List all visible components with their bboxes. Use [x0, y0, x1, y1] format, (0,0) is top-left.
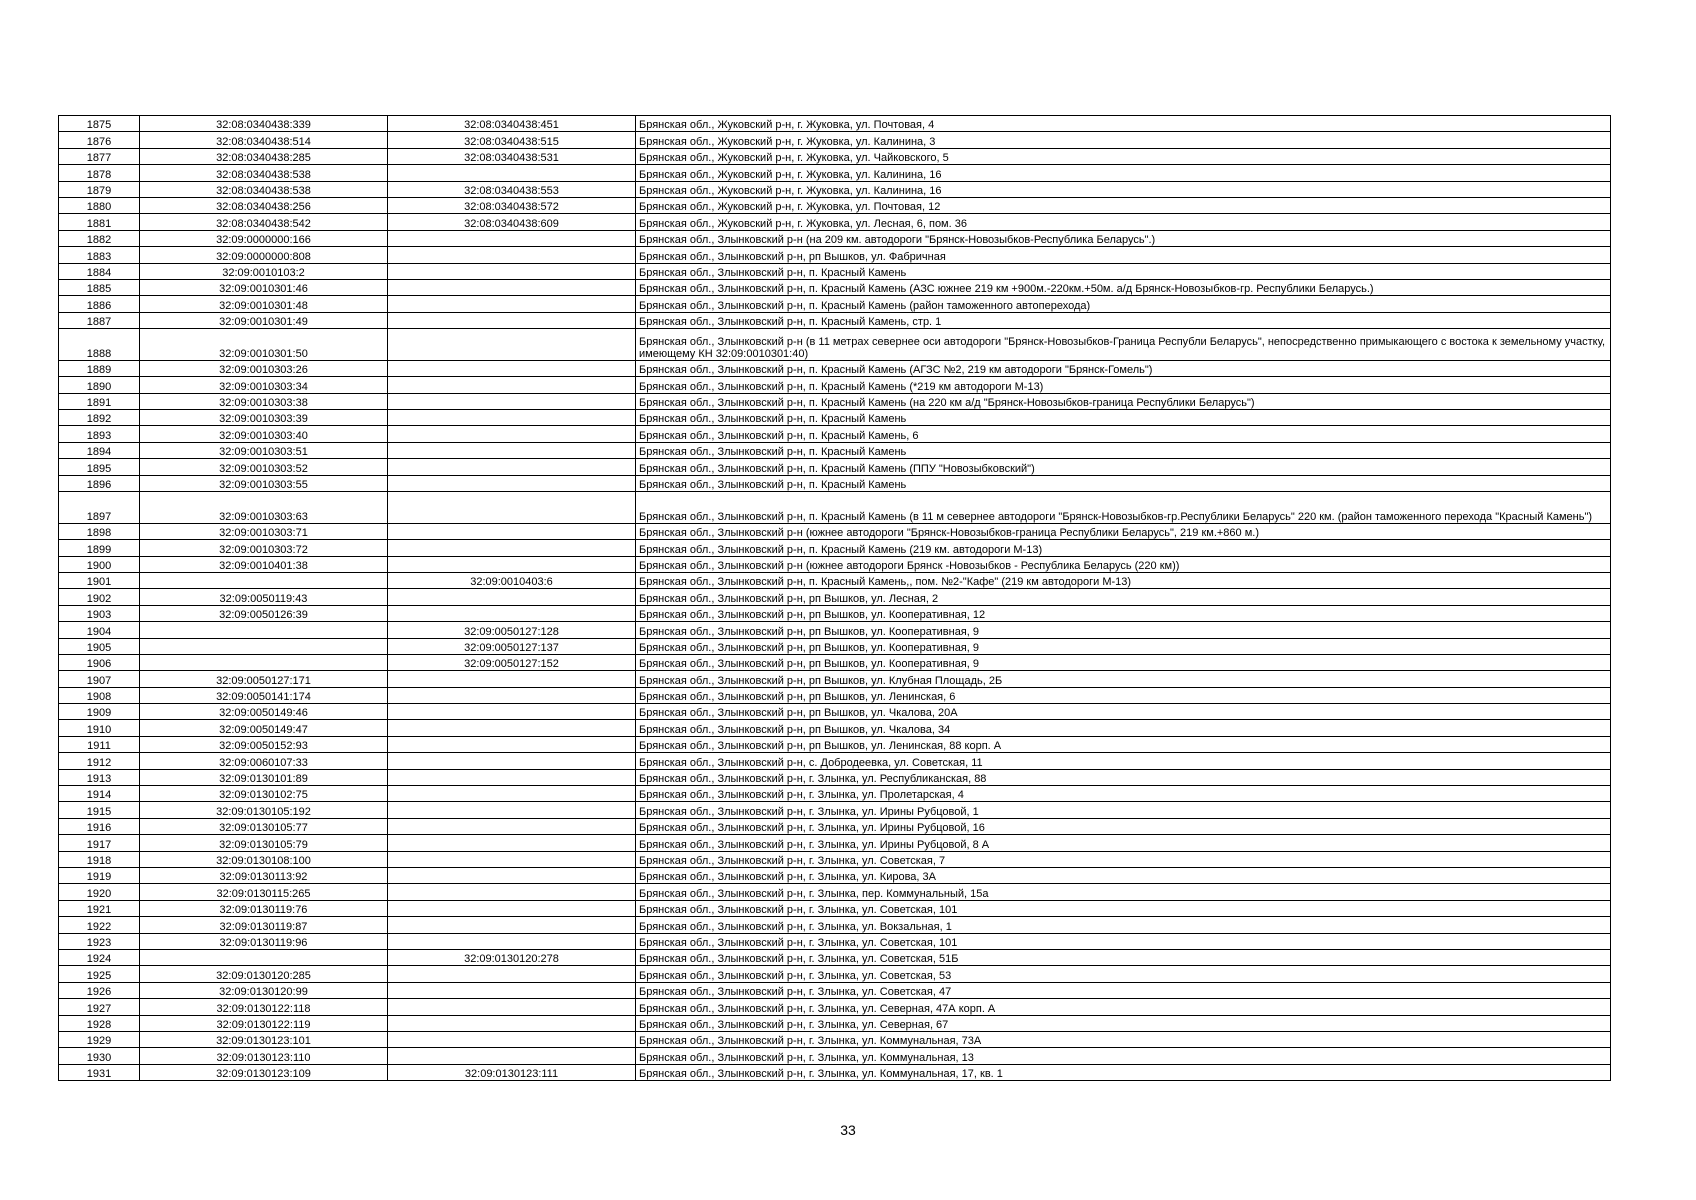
row-number-cell: 1902	[59, 589, 140, 605]
room-cadastral-number-cell	[388, 230, 636, 246]
table-row	[59, 247, 1611, 263]
cadastral-number-cell: 32:09:0130123:110	[140, 1048, 388, 1064]
table-row	[59, 933, 1611, 949]
table-row	[59, 132, 1611, 148]
cadastral-number-cell: 32:09:0050149:47	[140, 720, 388, 736]
row-number-cell: 1885	[59, 279, 140, 295]
address-cell: Брянская обл., Злынковский р-н, п. Красный Камень	[636, 475, 1611, 491]
room-cadastral-number-cell	[388, 329, 636, 361]
table-row	[59, 900, 1611, 916]
cadastral-number-cell: 32:09:0130101:89	[140, 769, 388, 785]
cadastral-number-cell: 32:09:0130105:79	[140, 835, 388, 851]
row-number-cell: 1883	[59, 247, 140, 263]
row-number-cell: 1910	[59, 720, 140, 736]
cadastral-number-cell: 32:09:0130122:118	[140, 999, 388, 1015]
room-cadastral-number-cell	[388, 818, 636, 834]
cadastral-number-cell: 32:08:0340438:538	[140, 165, 388, 181]
cadastral-number-cell: 32:09:0130120:285	[140, 966, 388, 982]
cadastral-number-cell: 32:09:0000000:166	[140, 230, 388, 246]
cadastral-number-cell	[140, 572, 388, 588]
room-cadastral-number-cell: 32:09:0130120:278	[388, 949, 636, 965]
table-row	[59, 181, 1611, 197]
registry-table-body	[59, 116, 1611, 1081]
address-cell: Брянская обл., Злынковский р-н, г. Злынка, ул. Кирова, 3А	[636, 868, 1611, 884]
room-cadastral-number-cell	[388, 296, 636, 312]
table-row	[59, 720, 1611, 736]
address-cell: Брянская обл., Злынковский р-н, г. Злынка, ул. Пролетарская, 4	[636, 786, 1611, 802]
cadastral-number-cell: 32:09:0010303:55	[140, 475, 388, 491]
table-row	[59, 410, 1611, 426]
room-cadastral-number-cell: 32:08:0340438:451	[388, 116, 636, 132]
room-cadastral-number-cell: 32:09:0010403:6	[388, 572, 636, 588]
row-number-cell: 1930	[59, 1048, 140, 1064]
room-cadastral-number-cell	[388, 753, 636, 769]
row-number-cell: 1911	[59, 736, 140, 752]
address-cell: Брянская обл., Злынковский р-н, п. Красный Камень (АГЗС №2, 219 км автодороги "Брянск-Гомель")	[636, 360, 1611, 376]
table-row	[59, 589, 1611, 605]
address-cell: Брянская обл., Злынковский р-н, п. Красный Камень (район таможенного автоперехода)	[636, 296, 1611, 312]
cadastral-number-cell: 32:09:0050119:43	[140, 589, 388, 605]
table-row	[59, 1031, 1611, 1047]
table-row	[59, 197, 1611, 213]
address-cell: Брянская обл., Злынковский р-н, г. Злынка, ул. Советская, 47	[636, 982, 1611, 998]
table-row	[59, 851, 1611, 867]
cadastral-number-cell: 32:09:0130119:76	[140, 900, 388, 916]
room-cadastral-number-cell	[388, 769, 636, 785]
table-row	[59, 148, 1611, 164]
table-row	[59, 572, 1611, 588]
table-row	[59, 296, 1611, 312]
address-cell: Брянская обл., Жуковский р-н, г. Жуковка, ул. Калинина, 16	[636, 181, 1611, 197]
room-cadastral-number-cell	[388, 851, 636, 867]
table-row	[59, 1015, 1611, 1031]
address-cell: Брянская обл., Злынковский р-н, п. Красный Камень	[636, 442, 1611, 458]
table-row	[59, 360, 1611, 376]
address-cell: Брянская обл., Злынковский р-н, г. Злынка, пер. Коммунальный, 15а	[636, 884, 1611, 900]
room-cadastral-number-cell	[388, 589, 636, 605]
table-row	[59, 523, 1611, 539]
row-number-cell: 1900	[59, 556, 140, 572]
row-number-cell: 1887	[59, 312, 140, 328]
cadastral-number-cell: 32:09:0130105:77	[140, 818, 388, 834]
row-number-cell: 1906	[59, 654, 140, 670]
cadastral-number-cell: 32:08:0340438:538	[140, 181, 388, 197]
cadastral-number-cell	[140, 622, 388, 638]
row-number-cell: 1924	[59, 949, 140, 965]
row-number-cell: 1913	[59, 769, 140, 785]
table-row	[59, 1048, 1611, 1064]
address-cell: Брянская обл., Злынковский р-н, п. Красный Камень (ППУ "Новозыбковский")	[636, 459, 1611, 475]
address-cell: Брянская обл., Злынковский р-н, г. Злынка, ул. Северная, 47А корп. А	[636, 999, 1611, 1015]
table-row	[59, 312, 1611, 328]
row-number-cell: 1904	[59, 622, 140, 638]
room-cadastral-number-cell	[388, 671, 636, 687]
table-row	[59, 605, 1611, 621]
cadastral-number-cell: 32:09:0000000:808	[140, 247, 388, 263]
address-cell: Брянская обл., Злынковский р-н, рп Вышков, ул. Кооперативная, 9	[636, 654, 1611, 670]
cadastral-number-cell: 32:09:0010303:63	[140, 492, 388, 524]
table-row	[59, 214, 1611, 230]
room-cadastral-number-cell	[388, 393, 636, 409]
room-cadastral-number-cell	[388, 982, 636, 998]
table-row	[59, 492, 1611, 524]
table-row	[59, 753, 1611, 769]
address-cell: Брянская обл., Злынковский р-н, рп Вышков, ул. Кооперативная, 12	[636, 605, 1611, 621]
table-row	[59, 475, 1611, 491]
cadastral-number-cell: 32:09:0010103:2	[140, 263, 388, 279]
cadastral-number-cell: 32:08:0340438:285	[140, 148, 388, 164]
table-row	[59, 329, 1611, 361]
address-cell: Брянская обл., Злынковский р-н, п. Красный Камень, 6	[636, 426, 1611, 442]
address-cell: Брянская обл., Злынковский р-н, г. Злынка, ул. Ирины Рубцовой, 1	[636, 802, 1611, 818]
cadastral-number-cell	[140, 654, 388, 670]
room-cadastral-number-cell	[388, 933, 636, 949]
cadastral-number-cell: 32:09:0010303:40	[140, 426, 388, 442]
row-number-cell: 1931	[59, 1064, 140, 1080]
cadastral-number-cell: 32:09:0010303:71	[140, 523, 388, 539]
row-number-cell: 1898	[59, 523, 140, 539]
address-cell: Брянская обл., Злынковский р-н, п. Красный Камень,, пом. №2-"Кафе" (219 км автодороги М-13)	[636, 572, 1611, 588]
cadastral-number-cell: 32:09:0130119:96	[140, 933, 388, 949]
row-number-cell: 1890	[59, 377, 140, 393]
room-cadastral-number-cell: 32:09:0050127:128	[388, 622, 636, 638]
cadastral-number-cell: 32:08:0340438:514	[140, 132, 388, 148]
address-cell: Брянская обл., Злынковский р-н, п. Красный Камень (*219 км автодороги М-13)	[636, 377, 1611, 393]
row-number-cell: 1878	[59, 165, 140, 181]
row-number-cell: 1916	[59, 818, 140, 834]
address-cell: Брянская обл., Злынковский р-н, рп Вышков, ул. Ленинская, 6	[636, 687, 1611, 703]
room-cadastral-number-cell	[388, 312, 636, 328]
table-row	[59, 982, 1611, 998]
room-cadastral-number-cell	[388, 459, 636, 475]
room-cadastral-number-cell	[388, 917, 636, 933]
room-cadastral-number-cell	[388, 720, 636, 736]
row-number-cell: 1899	[59, 540, 140, 556]
address-cell: Брянская обл., Злынковский р-н, г. Злынка, ул. Советская, 51Б	[636, 949, 1611, 965]
table-row	[59, 1064, 1611, 1080]
cadastral-number-cell: 32:09:0010301:50	[140, 329, 388, 361]
room-cadastral-number-cell	[388, 247, 636, 263]
cadastral-number-cell: 32:08:0340438:542	[140, 214, 388, 230]
room-cadastral-number-cell	[388, 1015, 636, 1031]
row-number-cell: 1927	[59, 999, 140, 1015]
address-cell: Брянская обл., Злынковский р-н, г. Злынка, ул. Советская, 101	[636, 900, 1611, 916]
cadastral-number-cell: 32:09:0050149:46	[140, 704, 388, 720]
table-row	[59, 868, 1611, 884]
address-cell: Брянская обл., Жуковский р-н, г. Жуковка, ул. Лесная, 6, пом. 36	[636, 214, 1611, 230]
table-row	[59, 556, 1611, 572]
row-number-cell: 1882	[59, 230, 140, 246]
room-cadastral-number-cell	[388, 966, 636, 982]
room-cadastral-number-cell	[388, 263, 636, 279]
table-row	[59, 736, 1611, 752]
table-row	[59, 671, 1611, 687]
address-cell: Брянская обл., Злынковский р-н, рп Вышков, ул. Ленинская, 88 корп. А	[636, 736, 1611, 752]
row-number-cell: 1875	[59, 116, 140, 132]
address-cell: Брянская обл., Жуковский р-н, г. Жуковка, ул. Калинина, 3	[636, 132, 1611, 148]
room-cadastral-number-cell	[388, 475, 636, 491]
address-cell: Брянская обл., Злынковский р-н, г. Злынка, ул. Коммунальная, 13	[636, 1048, 1611, 1064]
table-row	[59, 654, 1611, 670]
row-number-cell: 1879	[59, 181, 140, 197]
address-cell: Брянская обл., Злынковский р-н, г. Злынка, ул. Советская, 7	[636, 851, 1611, 867]
row-number-cell: 1914	[59, 786, 140, 802]
row-number-cell: 1929	[59, 1031, 140, 1047]
table-row	[59, 377, 1611, 393]
row-number-cell: 1903	[59, 605, 140, 621]
address-cell: Брянская обл., Злынковский р-н, г. Злынка, ул. Республиканская, 88	[636, 769, 1611, 785]
row-number-cell: 1897	[59, 492, 140, 524]
row-number-cell: 1915	[59, 802, 140, 818]
row-number-cell: 1893	[59, 426, 140, 442]
room-cadastral-number-cell: 32:09:0130123:111	[388, 1064, 636, 1080]
cadastral-number-cell: 32:09:0130102:75	[140, 786, 388, 802]
table-row	[59, 802, 1611, 818]
row-number-cell: 1895	[59, 459, 140, 475]
cadastral-number-cell: 32:09:0130113:92	[140, 868, 388, 884]
table-row	[59, 165, 1611, 181]
address-cell: Брянская обл., Злынковский р-н, п. Красный Камень	[636, 263, 1611, 279]
row-number-cell: 1905	[59, 638, 140, 654]
row-number-cell: 1923	[59, 933, 140, 949]
table-row	[59, 459, 1611, 475]
address-cell: Брянская обл., Злынковский р-н, г. Злынка, ул. Коммунальная, 17, кв. 1	[636, 1064, 1611, 1080]
row-number-cell: 1917	[59, 835, 140, 851]
room-cadastral-number-cell	[388, 523, 636, 539]
cadastral-number-cell: 32:08:0340438:339	[140, 116, 388, 132]
address-cell: Брянская обл., Злынковский р-н, рп Вышков, ул. Чкалова, 34	[636, 720, 1611, 736]
address-cell: Брянская обл., Злынковский р-н, п. Красный Камень (на 220 км а/д "Брянск-Новозыбков-граница Республики Беларусь")	[636, 393, 1611, 409]
row-number-cell: 1909	[59, 704, 140, 720]
address-cell: Брянская обл., Злынковский р-н (южнее автодороги Брянск -Новозыбков - Республика Беларусь (220 км))	[636, 556, 1611, 572]
row-number-cell: 1922	[59, 917, 140, 933]
room-cadastral-number-cell	[388, 1048, 636, 1064]
address-cell: Брянская обл., Злынковский р-н, г. Злынка, ул. Вокзальная, 1	[636, 917, 1611, 933]
room-cadastral-number-cell	[388, 687, 636, 703]
room-cadastral-number-cell	[388, 736, 636, 752]
row-number-cell: 1908	[59, 687, 140, 703]
row-number-cell: 1891	[59, 393, 140, 409]
cadastral-number-cell: 32:09:0060107:33	[140, 753, 388, 769]
room-cadastral-number-cell	[388, 377, 636, 393]
address-cell: Брянская обл., Злынковский р-н, рп Вышков, ул. Клубная Площадь, 2Б	[636, 671, 1611, 687]
table-row	[59, 769, 1611, 785]
address-cell: Брянская обл., Злынковский р-н (в 11 метрах севернее оси автодороги "Брянск-Новозыбков-Граница Республи Беларусь", непосредственно примыкающего с востока к земельному участку, имеющему КН 32:09:0010301:40)	[636, 329, 1611, 361]
room-cadastral-number-cell	[388, 999, 636, 1015]
cadastral-number-cell: 32:09:0130123:109	[140, 1064, 388, 1080]
address-cell: Брянская обл., Злынковский р-н, п. Красный Камень, стр. 1	[636, 312, 1611, 328]
page-number: 33	[840, 1122, 856, 1138]
address-cell: Брянская обл., Жуковский р-н, г. Жуковка, ул. Почтовая, 12	[636, 197, 1611, 213]
room-cadastral-number-cell: 32:08:0340438:531	[388, 148, 636, 164]
address-cell: Брянская обл., Жуковский р-н, г. Жуковка, ул. Почтовая, 4	[636, 116, 1611, 132]
table-row	[59, 622, 1611, 638]
address-cell: Брянская обл., Злынковский р-н, рп Вышков, ул. Чкалова, 20А	[636, 704, 1611, 720]
cadastral-number-cell: 32:09:0010303:52	[140, 459, 388, 475]
row-number-cell: 1877	[59, 148, 140, 164]
row-number-cell: 1926	[59, 982, 140, 998]
table-row	[59, 786, 1611, 802]
cadastral-number-cell: 32:09:0010401:38	[140, 556, 388, 572]
row-number-cell: 1907	[59, 671, 140, 687]
cadastral-number-cell: 32:09:0010301:46	[140, 279, 388, 295]
table-row	[59, 917, 1611, 933]
row-number-cell: 1889	[59, 360, 140, 376]
room-cadastral-number-cell: 32:08:0340438:572	[388, 197, 636, 213]
cadastral-number-cell: 32:09:0130120:99	[140, 982, 388, 998]
room-cadastral-number-cell	[388, 605, 636, 621]
room-cadastral-number-cell	[388, 704, 636, 720]
cadastral-number-cell: 32:09:0130123:101	[140, 1031, 388, 1047]
row-number-cell: 1919	[59, 868, 140, 884]
address-cell: Брянская обл., Злынковский р-н, рп Вышков, ул. Кооперативная, 9	[636, 638, 1611, 654]
room-cadastral-number-cell	[388, 1031, 636, 1047]
cadastral-number-cell: 32:09:0010301:49	[140, 312, 388, 328]
cadastral-number-cell: 32:09:0130115:265	[140, 884, 388, 900]
table-row	[59, 442, 1611, 458]
row-number-cell: 1925	[59, 966, 140, 982]
room-cadastral-number-cell: 32:08:0340438:609	[388, 214, 636, 230]
table-row	[59, 638, 1611, 654]
table-row	[59, 949, 1611, 965]
row-number-cell: 1928	[59, 1015, 140, 1031]
cadastral-number-cell: 32:09:0130119:87	[140, 917, 388, 933]
room-cadastral-number-cell: 32:09:0050127:137	[388, 638, 636, 654]
cadastral-number-cell: 32:09:0130122:119	[140, 1015, 388, 1031]
row-number-cell: 1912	[59, 753, 140, 769]
address-cell: Брянская обл., Злынковский р-н, с. Добродеевка, ул. Советская, 11	[636, 753, 1611, 769]
cadastral-number-cell: 32:09:0130108:100	[140, 851, 388, 867]
table-row	[59, 835, 1611, 851]
address-cell: Брянская обл., Злынковский р-н, п. Красный Камень	[636, 410, 1611, 426]
table-row	[59, 116, 1611, 132]
table-row	[59, 999, 1611, 1015]
row-number-cell: 1920	[59, 884, 140, 900]
row-number-cell: 1894	[59, 442, 140, 458]
address-cell: Брянская обл., Жуковский р-н, г. Жуковка, ул. Калинина, 16	[636, 165, 1611, 181]
room-cadastral-number-cell	[388, 868, 636, 884]
cadastral-number-cell: 32:09:0010303:39	[140, 410, 388, 426]
address-cell: Брянская обл., Злынковский р-н, г. Злынка, ул. Ирины Рубцовой, 8 А	[636, 835, 1611, 851]
table-row	[59, 426, 1611, 442]
room-cadastral-number-cell: 32:09:0050127:152	[388, 654, 636, 670]
room-cadastral-number-cell	[388, 835, 636, 851]
room-cadastral-number-cell	[388, 786, 636, 802]
room-cadastral-number-cell	[388, 900, 636, 916]
address-cell: Брянская обл., Злынковский р-н, рп Вышков, ул. Лесная, 2	[636, 589, 1611, 605]
row-number-cell: 1921	[59, 900, 140, 916]
row-number-cell: 1880	[59, 197, 140, 213]
cadastral-number-cell: 32:09:0050141:174	[140, 687, 388, 703]
room-cadastral-number-cell	[388, 426, 636, 442]
room-cadastral-number-cell	[388, 442, 636, 458]
table-row	[59, 704, 1611, 720]
cadastral-number-cell: 32:09:0050152:93	[140, 736, 388, 752]
cadastral-number-cell: 32:09:0010303:51	[140, 442, 388, 458]
room-cadastral-number-cell	[388, 410, 636, 426]
room-cadastral-number-cell	[388, 802, 636, 818]
cadastral-number-cell: 32:09:0130105:192	[140, 802, 388, 818]
row-number-cell: 1888	[59, 329, 140, 361]
room-cadastral-number-cell: 32:08:0340438:515	[388, 132, 636, 148]
address-cell: Брянская обл., Злынковский р-н, г. Злынка, ул. Советская, 101	[636, 933, 1611, 949]
table-row	[59, 540, 1611, 556]
cadastral-number-cell: 32:09:0010303:34	[140, 377, 388, 393]
table-row	[59, 263, 1611, 279]
table-row	[59, 687, 1611, 703]
address-cell: Брянская обл., Злынковский р-н, г. Злынка, ул. Коммунальная, 73А	[636, 1031, 1611, 1047]
table-row	[59, 393, 1611, 409]
row-number-cell: 1886	[59, 296, 140, 312]
cadastral-number-cell	[140, 638, 388, 654]
row-number-cell: 1884	[59, 263, 140, 279]
table-row	[59, 818, 1611, 834]
room-cadastral-number-cell	[388, 360, 636, 376]
room-cadastral-number-cell	[388, 556, 636, 572]
row-number-cell: 1892	[59, 410, 140, 426]
cadastral-number-cell	[140, 949, 388, 965]
address-cell: Брянская обл., Злынковский р-н (южнее автодороги "Брянск-Новозыбков-граница Республики Беларусь", 219 км.+860 м.)	[636, 523, 1611, 539]
room-cadastral-number-cell	[388, 492, 636, 524]
table-row	[59, 966, 1611, 982]
room-cadastral-number-cell: 32:08:0340438:553	[388, 181, 636, 197]
cadastral-number-cell: 32:09:0010301:48	[140, 296, 388, 312]
room-cadastral-number-cell	[388, 884, 636, 900]
row-number-cell: 1901	[59, 572, 140, 588]
cadastral-number-cell: 32:09:0010303:72	[140, 540, 388, 556]
cadastral-number-cell: 32:09:0050127:171	[140, 671, 388, 687]
room-cadastral-number-cell	[388, 279, 636, 295]
address-cell: Брянская обл., Злынковский р-н, г. Злынка, ул. Ирины Рубцовой, 16	[636, 818, 1611, 834]
row-number-cell: 1918	[59, 851, 140, 867]
table-row	[59, 279, 1611, 295]
room-cadastral-number-cell	[388, 540, 636, 556]
cadastral-number-cell: 32:09:0010303:38	[140, 393, 388, 409]
address-cell: Брянская обл., Злынковский р-н (на 209 км. автодороги "Брянск-Новозыбков-Республика Беларусь".)	[636, 230, 1611, 246]
row-number-cell: 1896	[59, 475, 140, 491]
address-cell: Брянская обл., Злынковский р-н, п. Красный Камень (АЗС южнее 219 км +900м.-220км.+50м. а/д Брянск-Новозыбков-гр. Республики Беларусь.)	[636, 279, 1611, 295]
registry-table	[58, 115, 1611, 1081]
cadastral-number-cell: 32:09:0010303:26	[140, 360, 388, 376]
cadastral-number-cell: 32:09:0050126:39	[140, 605, 388, 621]
address-cell: Брянская обл., Злынковский р-н, рп Вышков, ул. Фабричная	[636, 247, 1611, 263]
row-number-cell: 1881	[59, 214, 140, 230]
cadastral-number-cell: 32:08:0340438:256	[140, 197, 388, 213]
address-cell: Брянская обл., Злынковский р-н, п. Красный Камень (219 км. автодороги М-13)	[636, 540, 1611, 556]
room-cadastral-number-cell	[388, 165, 636, 181]
address-cell: Брянская обл., Жуковский р-н, г. Жуковка, ул. Чайковского, 5	[636, 148, 1611, 164]
table-row	[59, 230, 1611, 246]
address-cell: Брянская обл., Злынковский р-н, г. Злынка, ул. Советская, 53	[636, 966, 1611, 982]
address-cell: Брянская обл., Злынковский р-н, п. Красный Камень (в 11 м севернее автодороги "Брянск-Новозыбков-гр.Республики Беларусь" 220 км. (район таможенного перехода "Красный Камень")	[636, 492, 1611, 524]
address-cell: Брянская обл., Злынковский р-н, рп Вышков, ул. Кооперативная, 9	[636, 622, 1611, 638]
address-cell: Брянская обл., Злынковский р-н, г. Злынка, ул. Северная, 67	[636, 1015, 1611, 1031]
table-row	[59, 884, 1611, 900]
row-number-cell: 1876	[59, 132, 140, 148]
